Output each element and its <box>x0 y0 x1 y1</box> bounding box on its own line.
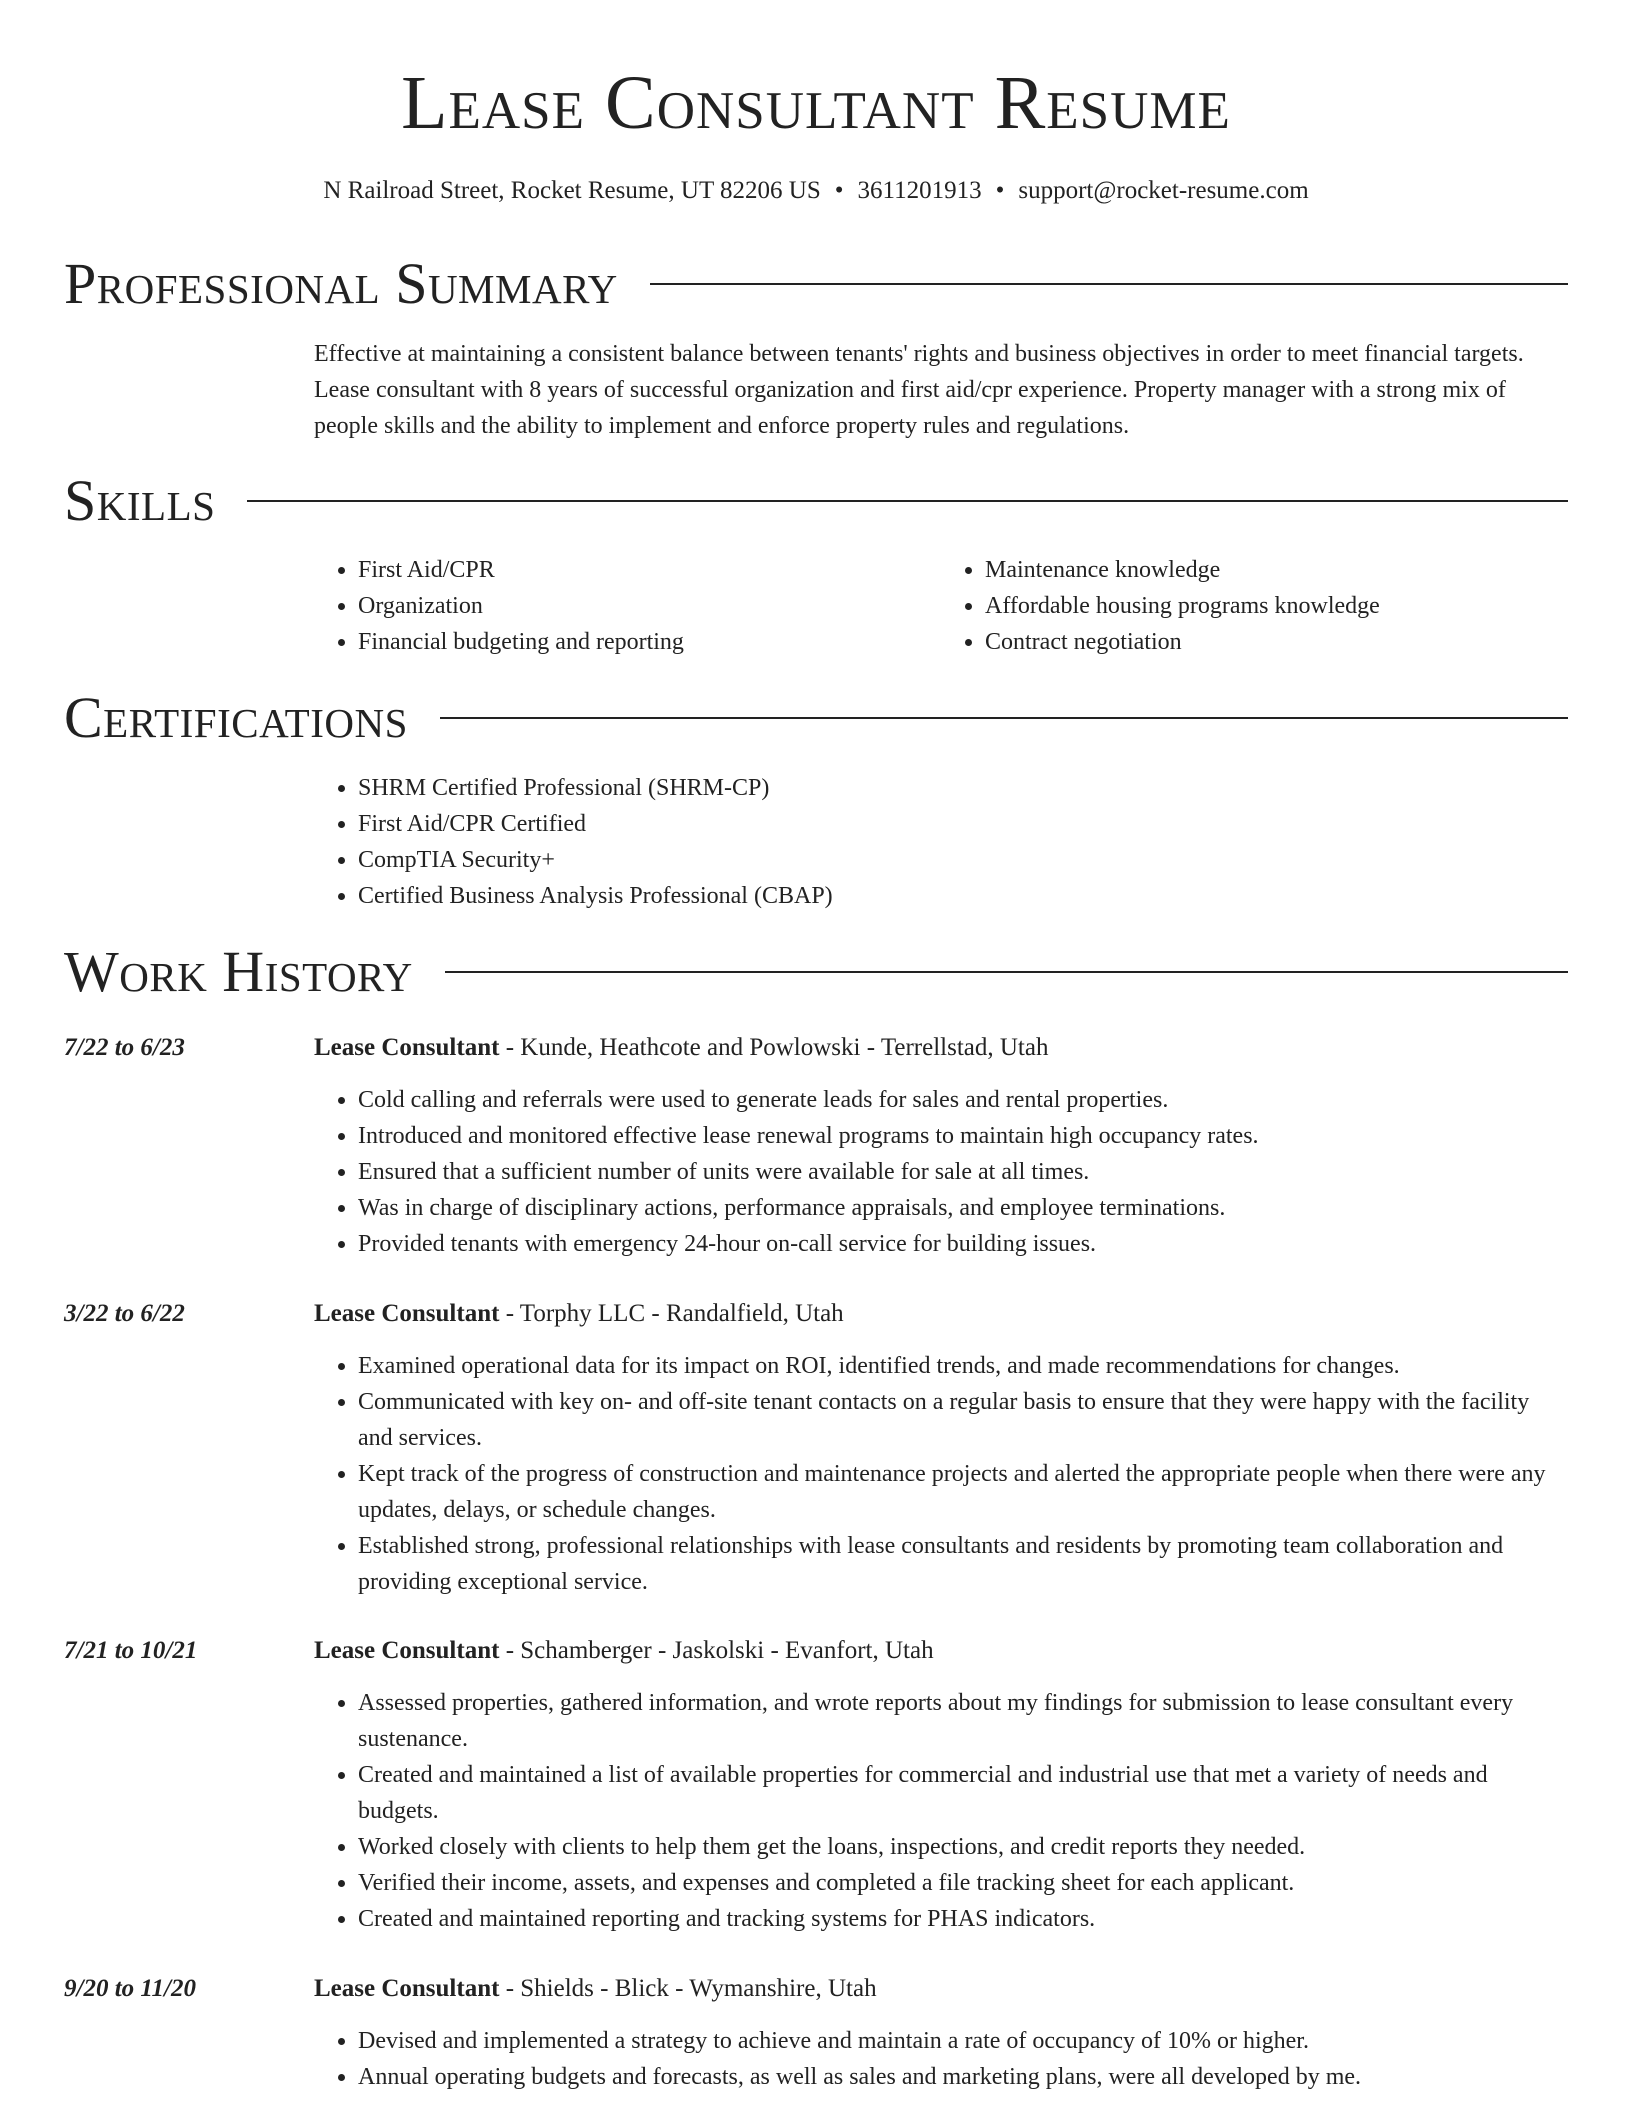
list-item: • Ensured that a sufficient number of units were available for sale at all times. <box>358 1154 1568 1190</box>
job-bullets <box>314 1685 1568 1937</box>
contact-address: N Railroad Street, Rocket Resume, UT 82206 US <box>323 177 821 204</box>
section-divider <box>445 971 1568 973</box>
list-item: • Contract negotiation <box>985 624 1568 660</box>
list-item: • Created and maintained reporting and tracking systems for PHAS indicators. <box>358 1901 1568 1937</box>
work-heading: Work History <box>64 939 413 1004</box>
list-item: • Created and maintained a list of available properties for commercial and industrial use that met a variety of needs and budgets. <box>358 1757 1568 1829</box>
certifications-heading: Certifications <box>64 685 408 750</box>
list-item: • Verified their income, assets, and expenses and completed a file tracking sheet for each applicant. <box>358 1865 1568 1901</box>
list-item: • Affordable housing programs knowledge <box>985 588 1568 624</box>
certifications-section-header <box>64 686 1568 750</box>
job-entry <box>314 1030 1568 1262</box>
job-entry <box>314 1296 1568 1600</box>
list-item: • Provided tenants with emergency 24-hour on-call service for building issues. <box>358 1226 1568 1262</box>
list-item: • CompTIA Security+ <box>358 842 1568 878</box>
job-details: - Shields - Blick - Wymanshire, Utah <box>499 1975 877 2002</box>
list-item: • Communicated with key on- and off-site tenant contacts on a regular basis to ensure that they were happy with the facility and services. <box>358 1384 1568 1456</box>
job-bullets <box>314 1348 1568 1600</box>
job-role: Lease Consultant <box>314 1034 500 1061</box>
contact-email: support@rocket-resume.com <box>1018 177 1309 204</box>
job-role: Lease Consultant <box>314 1300 500 1327</box>
summary-heading: Professional Summary <box>64 251 618 316</box>
list-item: • Financial budgeting and reporting <box>358 624 941 660</box>
job-details: - Kunde, Heathcote and Powlowski - Terrellstad, Utah <box>499 1034 1049 1061</box>
job-bullets <box>314 1082 1568 1262</box>
list-item: • Assessed properties, gathered information, and wrote reports about my findings for submission to lease consultant every sustenance. <box>358 1685 1568 1757</box>
list-item: • Introduced and monitored effective lease renewal programs to maintain high occupancy rates. <box>358 1118 1568 1154</box>
job-title-line <box>314 1633 1568 1669</box>
list-item: • First Aid/CPR <box>358 552 941 588</box>
job-dates: 9/20 to 11/20 <box>64 1975 196 2002</box>
contact-line <box>0 174 1632 208</box>
section-divider <box>247 500 1568 502</box>
summary-text: Effective at maintaining a consistent balance between tenants' rights and business objectives in order to meet financial targets. Lease consultant with 8 years of successful organization and first aid/cpr experience. Property manager with a strong mix of people skills and the ability to implement and enforce property rules and regulations. <box>314 341 1524 439</box>
skills-section-header <box>64 469 1568 533</box>
list-item: • SHRM Certified Professional (SHRM-CP) <box>358 770 1568 806</box>
job-dates: 3/22 to 6/22 <box>64 1300 185 1327</box>
contact-phone: 3611201913 <box>857 177 982 204</box>
list-item: • Was in charge of disciplinary actions, performance appraisals, and employee terminations. <box>358 1190 1568 1226</box>
section-divider <box>440 717 1568 719</box>
job-bullets <box>314 2023 1568 2095</box>
skills-column-left <box>314 552 941 660</box>
job-role: Lease Consultant <box>314 1637 500 1664</box>
skills-column-right <box>941 552 1568 660</box>
list-item: • Examined operational data for its impact on ROI, identified trends, and made recommendations for changes. <box>358 1348 1568 1384</box>
list-item: • Cold calling and referrals were used to generate leads for sales and rental properties. <box>358 1082 1568 1118</box>
list-item: • Established strong, professional relationships with lease consultants and residents by promoting team collaboration and providing exceptional service. <box>358 1528 1568 1600</box>
bullet-separator: • <box>834 177 844 204</box>
list-item: • Annual operating budgets and forecasts, as well as sales and marketing plans, were all developed by me. <box>358 2059 1568 2095</box>
list-item: • Devised and implemented a strategy to achieve and maintain a rate of occupancy of 10% or higher. <box>358 2023 1568 2059</box>
job-role: Lease Consultant <box>314 1975 500 2002</box>
resume-title: Lease Consultant Resume <box>401 61 1231 145</box>
work-section-header <box>64 940 1568 1004</box>
list-item: • Organization <box>358 588 941 624</box>
job-details: - Schamberger - Jaskolski - Evanfort, Utah <box>499 1637 934 1664</box>
list-item: • Kept track of the progress of construction and maintenance projects and alerted the appropriate people when there were any updates, delays, or schedule changes. <box>358 1456 1568 1528</box>
summary-block <box>314 336 1568 444</box>
list-item: • Worked closely with clients to help them get the loans, inspections, and credit reports they needed. <box>358 1829 1568 1865</box>
job-dates: 7/21 to 10/21 <box>64 1637 198 1664</box>
summary-section-header <box>64 252 1568 316</box>
job-title-line <box>314 1971 1568 2007</box>
skills-list <box>314 552 1568 660</box>
job-details: - Torphy LLC - Randalfield, Utah <box>499 1300 844 1327</box>
bullet-separator: • <box>995 177 1005 204</box>
section-divider <box>650 283 1568 285</box>
job-entry <box>314 1633 1568 1937</box>
list-item: • Certified Business Analysis Professional (CBAP) <box>358 878 1568 914</box>
job-title-line <box>314 1030 1568 1066</box>
job-title-line <box>314 1296 1568 1332</box>
list-item: • Maintenance knowledge <box>985 552 1568 588</box>
certifications-list <box>314 770 1568 914</box>
job-dates: 7/22 to 6/23 <box>64 1034 185 1061</box>
list-item: • First Aid/CPR Certified <box>358 806 1568 842</box>
skills-heading: Skills <box>64 468 216 533</box>
job-entry <box>314 1971 1568 2095</box>
